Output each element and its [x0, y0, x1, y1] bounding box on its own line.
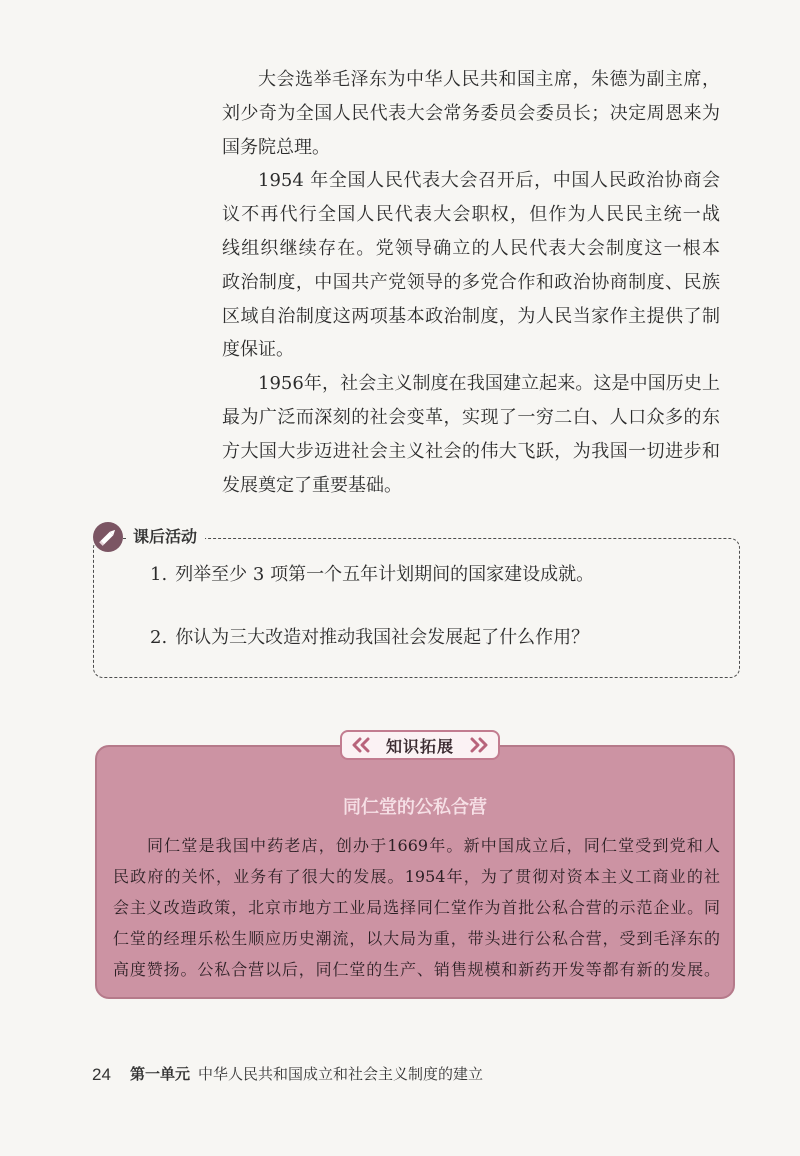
- knowledge-title: 同仁堂的公私合营: [343, 797, 487, 818]
- main-text: [222, 63, 720, 502]
- text-line: 线组织继续存在。党领导确立的人民代表大会制度这一根本: [222, 237, 720, 259]
- double-chevron-left-icon: [350, 737, 372, 753]
- unit-title: 中华人民共和国成立和社会主义制度的建立: [198, 1066, 484, 1083]
- text-line: 国务院总理。: [222, 136, 330, 158]
- paragraph-1: [222, 63, 720, 164]
- text-line: 议不再代行全国人民代表大会职权，但作为人民民主统一战: [222, 204, 720, 226]
- question-text: 列举至少 3 项第一个五年计划期间的国家建设成就。: [175, 564, 595, 585]
- text-line: 同仁堂是我国中药老店，创办于1669年。新中国成立后，同仁堂受到党和人: [147, 836, 720, 855]
- page-number: 24: [92, 1065, 111, 1084]
- knowledge-label: 知识拓展: [385, 738, 454, 756]
- text-line: 1954 年全国人民代表大会召开后，中国人民政治协商会: [258, 170, 720, 192]
- question-item: [150, 625, 589, 651]
- question-text: 你认为三大改造对推动我国社会发展起了什么作用？: [175, 627, 590, 648]
- text-line: 刘少奇为全国人民代表大会常务委员会委员长；决定周恩来为: [222, 102, 720, 124]
- double-chevron-right-icon: [468, 737, 490, 753]
- question-number: 1.: [150, 564, 168, 585]
- text-line: 会主义改造政策，北京市地方工业局选择同仁堂作为首批公私合营的示范企业。同: [113, 898, 720, 917]
- activity-box: [93, 538, 740, 678]
- text-line: 方大国大步迈进社会主义社会的伟大飞跃，为我国一切进步和: [222, 440, 720, 462]
- text-line: 政治制度，中国共产党领导的多党合作和政治协商制度、民族: [222, 271, 720, 293]
- text-line: 发展奠定了重要基础。: [222, 474, 402, 496]
- paragraph-3: [222, 367, 720, 502]
- text-line: 大会选举毛泽东为中华人民共和国主席，朱德为副主席，: [258, 69, 720, 90]
- paragraph-2: [222, 164, 720, 367]
- question-item: [150, 562, 594, 588]
- knowledge-badge: [340, 730, 500, 760]
- text-line: 最为广泛而深刻的社会变革，实现了一穷二白、人口众多的东: [222, 406, 720, 428]
- text-line: 民政府的关怀，业务有了很大的发展。1954年，为了贯彻对资本主义工商业的社: [113, 867, 720, 886]
- text-line: 高度赞扬。公私合营以后，同仁堂的生产、销售规模和新药开发等都有新的发展。: [113, 960, 720, 979]
- text-line: 区域自治制度这两项基本政治制度，为人民当家作主提供了制: [222, 305, 720, 327]
- question-number: 2.: [150, 627, 168, 648]
- text-line: 度保证。: [222, 339, 294, 361]
- knowledge-text: [113, 830, 720, 985]
- activity-title: 课后活动: [127, 526, 205, 550]
- pencil-icon: [92, 521, 124, 553]
- text-line: 仁堂的经理乐松生顺应历史潮流，以大局为重，带头进行公私合营，受到毛泽东的: [113, 929, 720, 948]
- text-line: 1956年，社会主义制度在我国建立起来。这是中国历史上: [258, 373, 720, 395]
- unit-label: 第一单元: [130, 1066, 191, 1083]
